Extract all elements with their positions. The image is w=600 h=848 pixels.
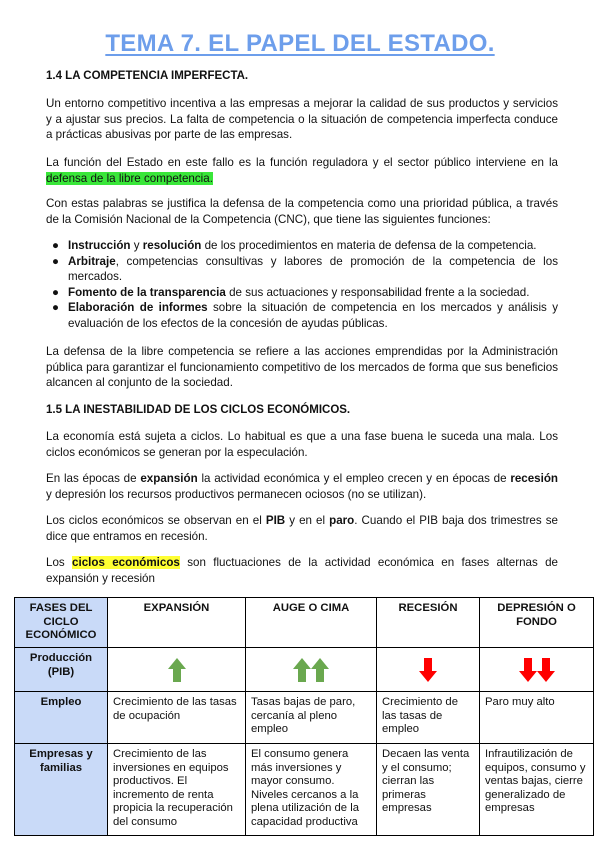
page-title: TEMA 7. EL PAPEL DEL ESTADO.	[105, 30, 495, 57]
cell-empresas-depresion: Infrautilización de equipos, consumo y ventas bajas, cierre generalizado de empresas	[480, 744, 594, 836]
cell-empleo-depresion: Paro muy alto	[480, 692, 594, 744]
bullet-icon: ●	[52, 254, 60, 268]
cell-empleo-auge: Tasas bajas de paro, cercanía al pleno empleo	[246, 692, 377, 744]
table-row	[15, 648, 594, 692]
list-item: ● Instrucción y resolución de los procedimientos en materia de defensa de la competencia.	[52, 239, 537, 252]
bullet-icon: ●	[52, 239, 60, 252]
highlight-defensa-competencia: defensa de la libre competencia.	[46, 171, 213, 185]
list-item: ● Elaboración de informes sobre la situación de competencia en los mercados y análisis y evaluación de los efectos de la concesión de ayudas públicas.	[52, 301, 559, 330]
down-arrow-icon	[537, 658, 555, 682]
paragraph-defensa: La defensa de la libre competencia se refiere a las acciones emprendidas por la Administración pública para garantizar el funcionamiento competitivo de los mercados de forma que sus beneficios alcancen al conjunto de la sociedad.	[46, 345, 558, 390]
header-expansion: EXPANSIÓN	[108, 598, 246, 648]
table-row	[15, 692, 594, 744]
down-arrow-icon	[519, 658, 537, 682]
cell-produccion-expansion	[108, 648, 246, 692]
list-item: ● Arbitraje, competencias consultivas y labores de promoción de la competencia de los mercados.	[52, 254, 558, 284]
row-label-empleo: Empleo	[15, 692, 108, 744]
bullet-icon: ●	[52, 285, 60, 299]
cell-produccion-depresion	[480, 648, 594, 692]
section-heading-competencia: 1.4 LA COMPETENCIA IMPERFECTA.	[46, 70, 249, 82]
down-arrow-icon	[419, 658, 437, 682]
section-heading-ciclos: 1.5 LA INESTABILIDAD DE LOS CICLOS ECONÓMICOS.	[46, 404, 351, 416]
header-auge: AUGE O CIMA	[246, 598, 377, 648]
up-arrow-icon	[311, 658, 329, 682]
paragraph-funcion-estado	[46, 155, 558, 186]
paragraph-fluctuaciones: Los ciclos económicos son fluctuaciones de la actividad económica en fases alternas de expansión y recesión	[46, 556, 558, 585]
fases-table	[14, 597, 594, 836]
paragraph-expansion-recesion: En las épocas de expansión la actividad económica y el empleo crecen y en épocas de recesión y depresión los recursos productivos permanecen ociosos (no se utilizan).	[46, 472, 559, 501]
row-label-produccion: Producción (PIB)	[15, 648, 108, 692]
list-item: ● Fomento de la transparencia de sus actuaciones y responsabilidad frente a la sociedad.	[52, 285, 530, 299]
header-fases: FASES DEL CICLO ECONÓMICO	[15, 598, 108, 648]
cell-empresas-recesion: Decaen las venta y el consumo; cierran las primeras empresas	[377, 744, 480, 836]
header-depresion: DEPRESIÓN O FONDO	[480, 598, 594, 648]
paragraph-competencia-intro: Un entorno competitivo incentiva a las empresas a mejorar la calidad de sus productos y servicios y a ajustar sus precios. La falta de competencia o la situación de competencia imperfecta conduce a prácticas abusivas por parte de las empresas.	[46, 97, 558, 142]
table-row	[15, 744, 594, 836]
row-label-empresas: Empresas y familias	[15, 744, 108, 836]
paragraph-cnc: Con estas palabras se justifica la defensa de la competencia como una prioridad pública, a través de la Comisión Nacional de la Competencia (CNC), que tiene las siguientes funciones:	[46, 197, 558, 226]
cell-empresas-auge: El consumo genera más inversiones y mayor consumo. Niveles cercanos a la plena utilización de la capacidad productiva	[246, 744, 377, 836]
header-recesion: RECESIÓN	[377, 598, 480, 648]
table-header-row	[15, 598, 594, 648]
cell-produccion-recesion	[377, 648, 480, 692]
text-funcion-estado: La función del Estado en este fallo es la función reguladora y el sector público interviene en la	[46, 156, 558, 169]
cnc-functions-list	[46, 238, 558, 332]
bullet-icon: ●	[52, 301, 60, 315]
highlight-ciclos-economicos: ciclos económicos	[72, 556, 180, 569]
up-arrow-icon	[168, 658, 186, 682]
cell-produccion-auge	[246, 648, 377, 692]
cell-empleo-expansion: Crecimiento de las tasas de ocupación	[108, 692, 246, 744]
up-arrow-icon	[293, 658, 311, 682]
paragraph-ciclos-intro: La economía está sujeta a ciclos. Lo habitual es que a una fase buena le suceda una mala. Los ciclos económicos se generan por la especulación.	[46, 430, 558, 459]
paragraph-pib-paro: Los ciclos económicos se observan en el PIB y en el paro. Cuando el PIB baja dos trimestres se dice que entramos en recesión.	[46, 514, 558, 543]
cell-empresas-expansion: Crecimiento de las inversiones en equipos productivos. El incremento de renta propicia la recuperación del consumo	[108, 744, 246, 836]
cell-empleo-recesion: Crecimiento de las tasas de empleo	[377, 692, 480, 744]
